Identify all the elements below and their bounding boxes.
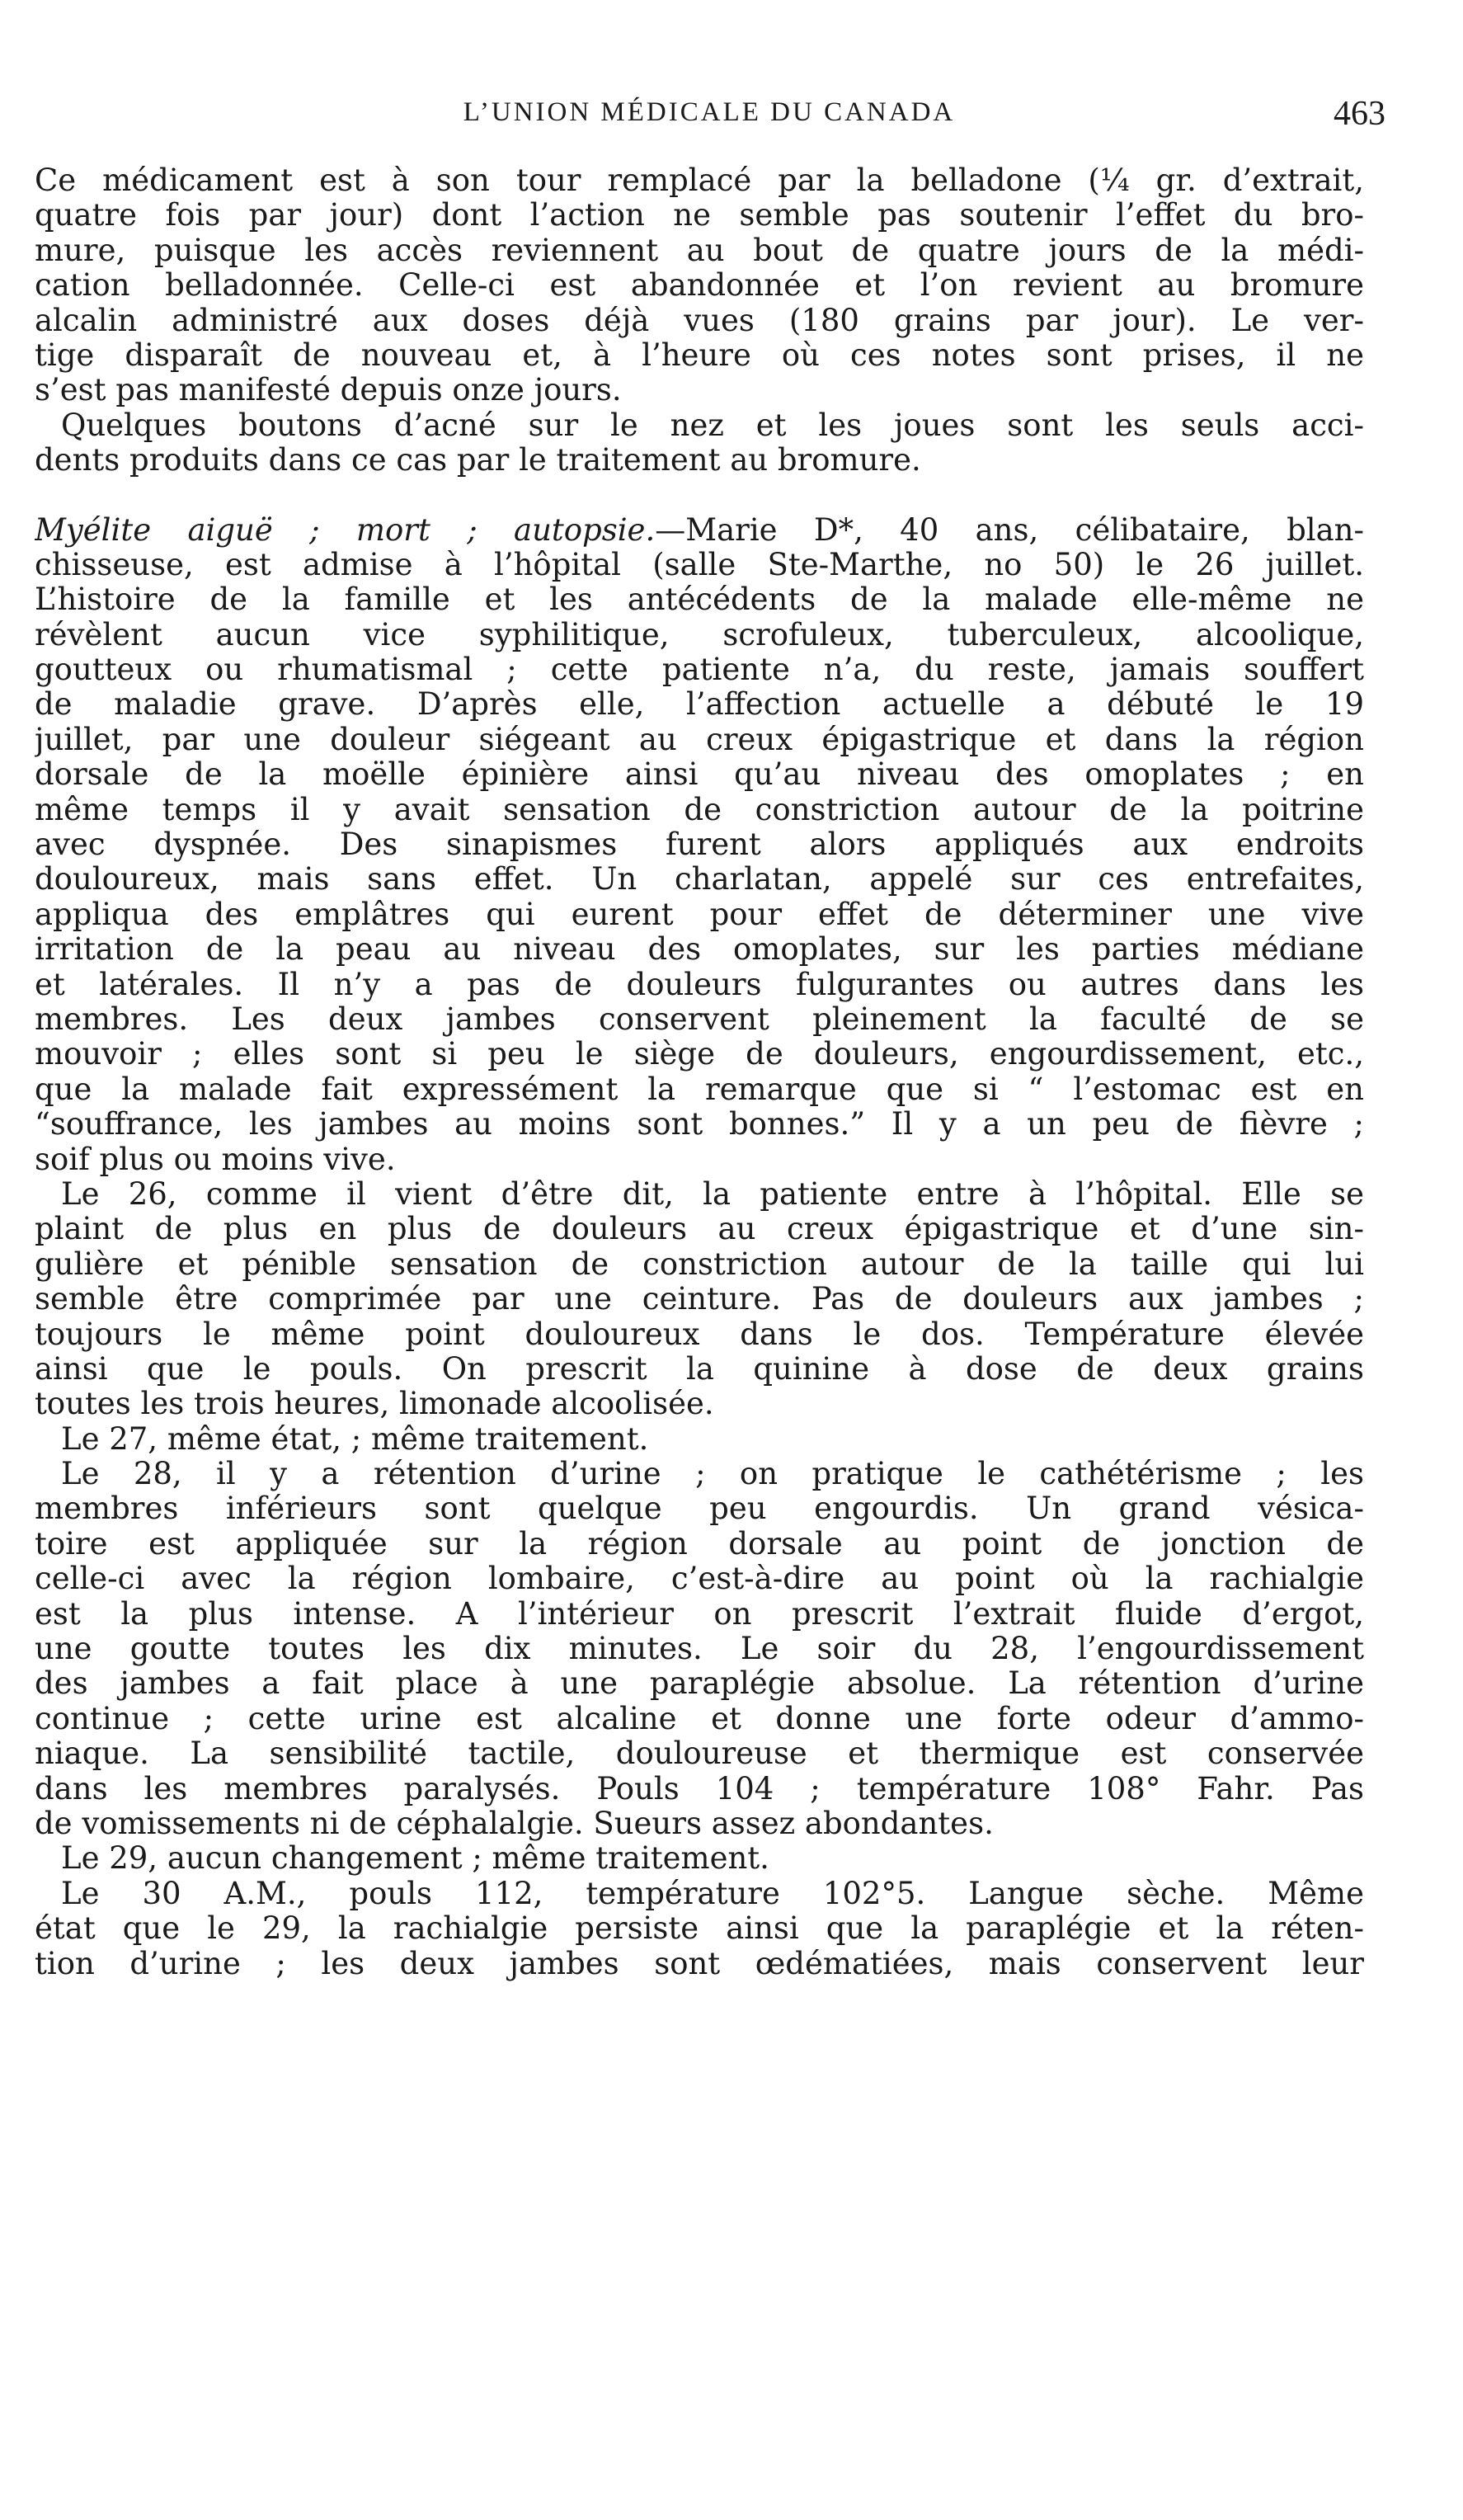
text-line: continue ; cette urine est alcaline et donne une forte odeur d’ammo- <box>35 1701 1364 1736</box>
text-line: état que le 29, la rachialgie persiste ainsi que la paraplégie et la réten- <box>35 1911 1364 1947</box>
case-heading-continuation: —Marie D*, 40 ans, célibataire, blan- <box>655 512 1364 548</box>
text-line: dans les membres paralysés. Pouls 104 ; température 108° Fahr. Pas <box>35 1771 1364 1806</box>
text-line: alcalin administré aux doses déjà vues (180 grains par jour). Le ver- <box>35 303 1364 338</box>
text-line: Le 30 A.M., pouls 112, température 102°5. Langue sèche. Même <box>61 1876 1364 1911</box>
text-line: douloureux, mais sans effet. Un charlatan, appelé sur ces entrefaites, <box>35 862 1364 897</box>
text-line: membres inférieurs sont quelque peu engourdis. Un grand vésica- <box>35 1491 1364 1527</box>
case-heading: Myélite aiguë ; mort ; autopsie. <box>35 512 656 548</box>
text-line: que la malade fait expressément la remarque que si “ l’estomac est en <box>35 1072 1364 1107</box>
text-line: toire est appliquée sur la région dorsale au point de jonction de <box>35 1526 1364 1561</box>
text-line: une goutte toutes les dix minutes. Le soir du 28, l’engourdissement <box>35 1632 1364 1667</box>
text-line: toutes les trois heures, limonade alcoolisée. <box>35 1387 714 1422</box>
text-line: appliqua des emplâtres qui eurent pour effet de déterminer une vive <box>35 897 1364 932</box>
text-line: Le 29, aucun changement ; même traitement. <box>61 1841 769 1877</box>
text-line: quatre fois par jour) dont l’action ne semble pas soutenir l’effet du bro- <box>35 198 1364 233</box>
paragraph-gap <box>35 478 1364 513</box>
text-line: toujours le même point douloureux dans le dos. Température élevée <box>35 1317 1364 1352</box>
text-line: de maladie grave. D’après elle, l’affection actuelle a débuté le 19 <box>35 687 1364 723</box>
page-header <box>33 97 1385 147</box>
text-line: “souffrance, les jambes au moins sont bonnes.” Il y a un peu de fièvre ; <box>35 1107 1364 1142</box>
text-line: s’est pas manifesté depuis onze jours. <box>35 373 622 408</box>
text-line: gulière et pénible sensation de constriction autour de la taille qui lui <box>35 1246 1364 1282</box>
text-line: soif plus ou moins vive. <box>35 1142 396 1177</box>
text-line: et latérales. Il n’y a pas de douleurs fulgurantes ou autres dans les <box>35 967 1364 1002</box>
text-line: goutteux ou rhumatismal ; cette patiente n’a, du reste, jamais souffert <box>35 652 1364 688</box>
text-line: avec dyspnée. Des sinapismes furent alors appliqués aux endroits <box>35 827 1364 863</box>
text-line: dents produits dans ce cas par le traitement au bromure. <box>35 443 921 478</box>
text-line: irritation de la peau au niveau des omoplates, sur les parties médiane <box>35 932 1364 968</box>
text-line: plaint de plus en plus de douleurs au creux épigastrique et d’une sin- <box>35 1212 1364 1247</box>
text-line: Quelques boutons d’acné sur le nez et les joues sont les seuls acci- <box>61 407 1364 443</box>
text-line: tion d’urine ; les deux jambes sont œdématiées, mais conservent leur <box>35 1946 1364 1981</box>
text-line: est la plus intense. A l’intérieur on prescrit l’extrait fluide d’ergot, <box>35 1596 1364 1632</box>
text-line: ainsi que le pouls. On prescrit la quinine à dose de deux grains <box>35 1351 1364 1387</box>
text-line: cation belladonnée. Celle-ci est abandonnée et l’on revient au bromure <box>35 268 1364 304</box>
text-line: niaque. La sensibilité tactile, douloureuse et thermique est conservée <box>35 1736 1364 1772</box>
text-line: juillet, par une douleur siégeant au creux épigastrique et dans la région <box>35 722 1364 757</box>
text-line: Le 28, il y a rétention d’urine ; on pratique le cathétérisme ; les <box>61 1457 1364 1492</box>
text-line: dorsale de la moëlle épinière ainsi qu’au niveau des omoplates ; en <box>35 757 1364 793</box>
text-line: celle-ci avec la région lombaire, c’est-à-dire au point où la rachialgie <box>35 1561 1364 1597</box>
case-heading-line <box>35 513 1364 548</box>
text-line: chisseuse, est admise à l’hôpital (salle Ste-Marthe, no 50) le 26 juillet. <box>35 547 1364 582</box>
body-text <box>35 163 1364 1981</box>
text-line: Le 26, comme il vient d’être dit, la patiente entre à l’hôpital. Elle se <box>61 1176 1364 1212</box>
page-number: 463 <box>1334 95 1385 133</box>
running-title: L’UNION MÉDICALE DU CANADA <box>463 97 956 127</box>
text-line: des jambes a fait place à une paraplégie absolue. La rétention d’urine <box>35 1666 1364 1702</box>
text-line: membres. Les deux jambes conservent pleinement la faculté de se <box>35 1001 1364 1037</box>
text-line: Ce médicament est à son tour remplacé par la belladone (¼ gr. d’extrait, <box>35 163 1364 198</box>
text-line: Le 27, même état, ; même traitement. <box>61 1421 649 1457</box>
text-line: même temps il y avait sensation de constriction autour de la poitrine <box>35 792 1364 827</box>
text-line: semble être comprimée par une ceinture. Pas de douleurs aux jambes ; <box>35 1282 1364 1317</box>
text-line: de vomissements ni de céphalalgie. Sueurs assez abondantes. <box>35 1806 994 1841</box>
text-line: tige disparaît de nouveau et, à l’heure où ces notes sont prises, il ne <box>35 337 1364 373</box>
text-line: mouvoir ; elles sont si peu le siège de douleurs, engourdissement, etc., <box>35 1037 1364 1072</box>
text-line: mure, puisque les accès reviennent au bout de quatre jours de la médi- <box>35 233 1364 268</box>
text-line: révèlent aucun vice syphilitique, scrofuleux, tuberculeux, alcoolique, <box>35 617 1364 652</box>
text-line: L’histoire de la famille et les antécédents de la malade elle-même ne <box>35 582 1364 618</box>
